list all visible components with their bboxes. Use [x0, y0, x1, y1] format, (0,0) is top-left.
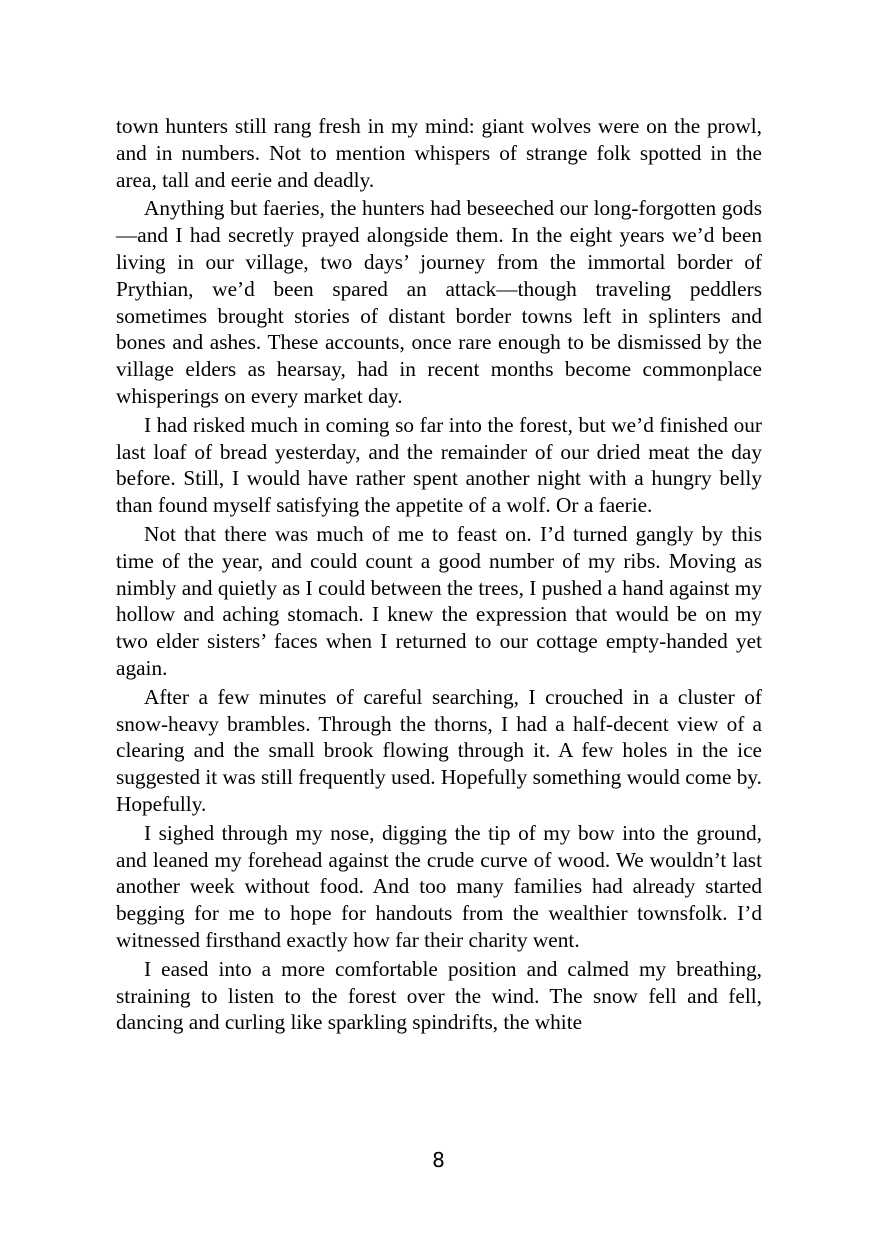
page-number: 8 [432, 1148, 445, 1172]
paragraph-5: After a few minutes of careful searching, I crouched in a cluster of snow-heavy brambles. Through the thorns, I had a half-decent view of a clearing and the small brook flowing through it. A few holes in the ice suggested it was still frequently used. Hopefully something would come by. Hopefully. [116, 684, 762, 816]
page-body [116, 113, 762, 1038]
paragraph-3: I had risked much in coming so far into the forest, but we’d finished our last loaf of bread yesterday, and the remainder of our dried meat the day before. Still, I would have rather spent another night with a hungry belly than found myself satisfying the appetite of a wolf. Or a faerie. [116, 412, 762, 518]
paragraph-7: I eased into a more comfortable position and calmed my breathing, straining to listen to the forest over the wind. The snow fell and fell, dancing and curling like sparkling spindrifts, the white [116, 956, 762, 1035]
paragraph-1: town hunters still rang fresh in my mind: giant wolves were on the prowl, and in numbers. Not to mention whispers of strange folk spotted in the area, tall and eerie and deadly. [116, 114, 762, 192]
paragraph-6: I sighed through my nose, digging the tip of my bow into the ground, and leaned my forehead against the crude curve of wood. We wouldn’t last another week without food. And too many families had already started begging for me to hope for handouts from the wealthier townsfolk. I’d witnessed firsthand exactly how far their charity went. [116, 820, 762, 952]
paragraph-2: Anything but faeries, the hunters had beseeched our long-forgotten gods—and I had secretly prayed alongside them. In the eight years we’d been living in our village, two days’ journey from the immortal border of Prythian, we’d been spared an attack—though traveling peddlers sometimes brought stories of distant border towns left in splinters and bones and ashes. These accounts, once rare enough to be dismissed by the village elders as hearsay, had in recent months become commonplace whisperings on every market day. [116, 196, 762, 408]
paragraph-4: Not that there was much of me to feast on. I’d turned gangly by this time of the year, and could count a good number of my ribs. Moving as nimbly and quietly as I could between the trees, I pushed a hand against my hollow and aching stomach. I knew the expression that would be on my two elder sisters’ faces when I returned to our cottage empty-handed yet again. [116, 521, 762, 680]
